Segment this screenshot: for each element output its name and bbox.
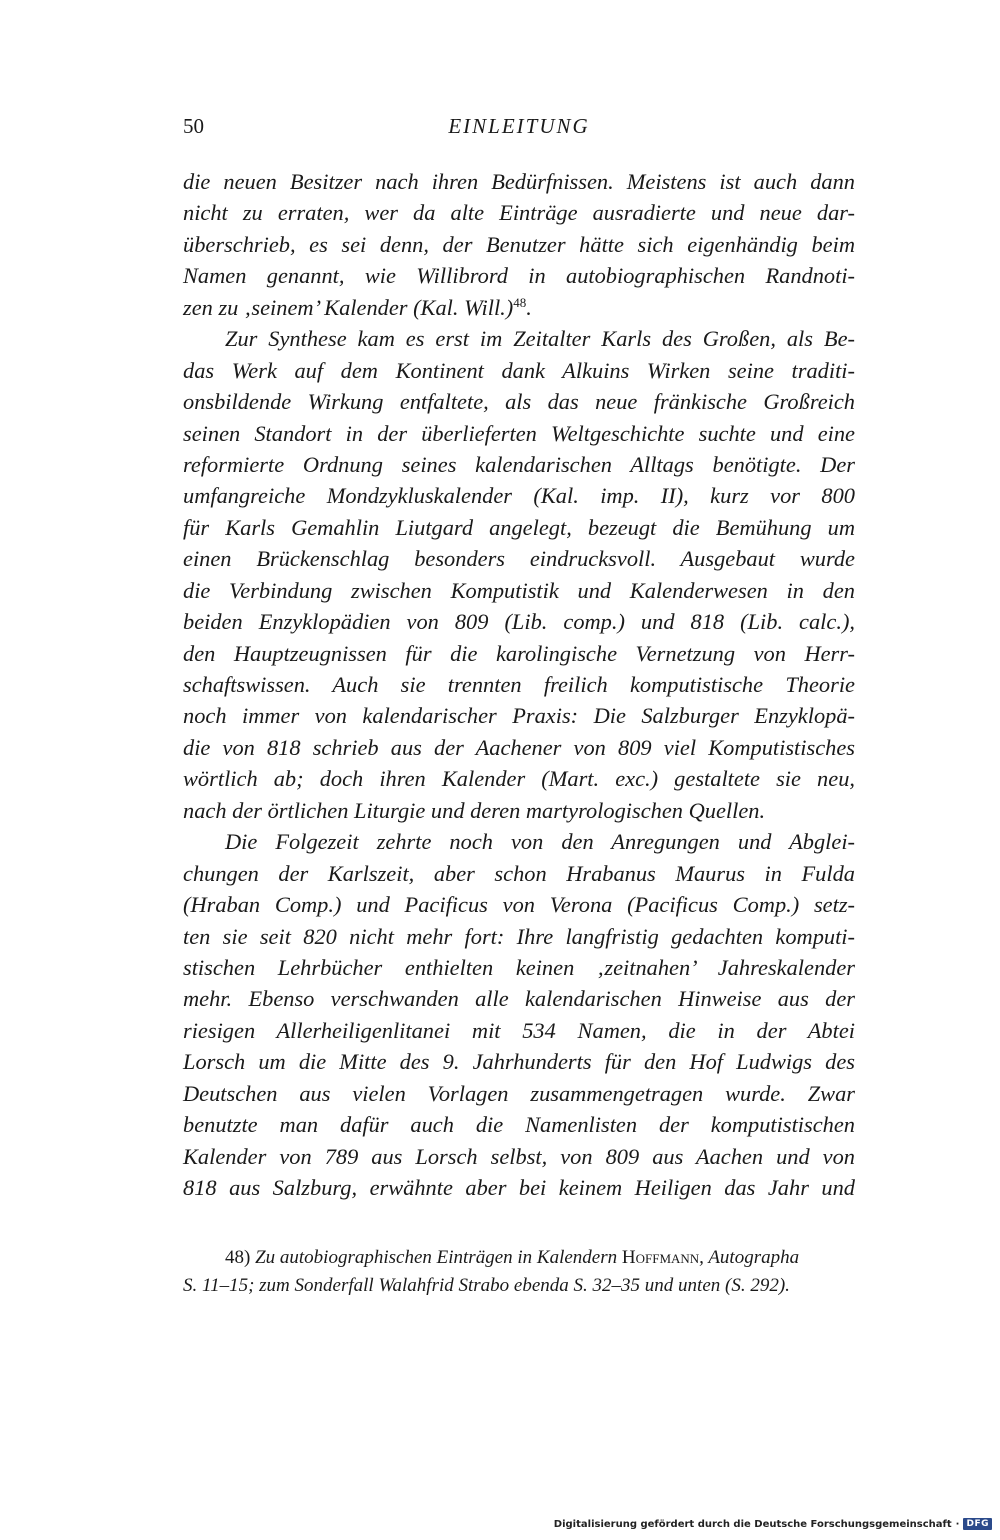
running-head: EINLEITUNG xyxy=(448,114,590,138)
credit-text: Digitalisierung gefördert durch die Deutsche Forschungsgemeinschaft xyxy=(553,1518,952,1530)
footnote-line: S. 11–15; zum Sonderfall Walahfrid Strabo ebenda S. 32–35 und unten (S. 292). xyxy=(183,1275,790,1296)
page-number: 50 xyxy=(183,114,204,138)
footnote-text-continued: , Autographa xyxy=(699,1247,800,1268)
text-line: für Karls Gemahlin Liutgard angelegt, bezeugt die Bemühung um xyxy=(183,514,855,540)
text-line: das Werk auf dem Kontinent dank Alkuins Wirken seine traditi- xyxy=(183,357,855,383)
text-line-content: zen zu ‚seinem’ Kalender (Kal. Will.) xyxy=(183,294,514,320)
text-line: Kalender von 789 aus Lorsch selbst, von 809 aus Aachen und von xyxy=(183,1143,855,1169)
footnote-number: 48) xyxy=(225,1247,251,1268)
footnote-author: Hoffmann xyxy=(621,1247,700,1268)
text-line: den Hauptzeugnissen für die karolingische Vernetzung von Herr- xyxy=(183,640,855,666)
text-line: Lorsch um die Mitte des 9. Jahrhunderts für den Hof Ludwigs des xyxy=(183,1049,855,1075)
text-line: stischen Lehrbücher enthielten keinen ‚zeitnahen’ Jahreskalender xyxy=(183,954,855,980)
text-line: Deutschen aus vielen Vorlagen zusammengetragen wurde. Zwar xyxy=(183,1080,855,1106)
text-line: chungen der Karlszeit, aber schon Hrabanus Maurus in Fulda xyxy=(183,860,855,886)
text-line: überschrieb, es sei denn, der Benutzer hätte sich eigenhändig beim xyxy=(183,231,855,257)
text-line: seinen Standort in der überlieferten Weltgeschichte suchte und eine xyxy=(183,420,855,446)
text-line: die von 818 schrieb aus der Aachener von 809 viel Komputistisches xyxy=(183,734,855,760)
footnotes xyxy=(183,1244,855,1300)
text-line: umfangreiche Mondzykluskalender (Kal. imp. II), kurz vor 800 xyxy=(183,483,855,509)
text-line: wörtlich ab; doch ihren Kalender (Mart. exc.) gestaltete sie neu, xyxy=(183,766,855,792)
text-line: schaftswissen. Auch sie trennten freilich komputistische Theorie xyxy=(183,672,855,697)
digitization-credit xyxy=(554,1514,992,1534)
footnote-reference[interactable]: 48 xyxy=(513,294,527,310)
credit-separator: · xyxy=(955,1518,960,1530)
text-line: Die Folgezeit zehrte noch von den Anregungen und Abglei- xyxy=(225,829,855,855)
page-header xyxy=(183,114,855,146)
text-line xyxy=(183,292,855,323)
text-line: einen Brückenschlag besonders eindrucksvoll. Ausgebaut wurde xyxy=(183,546,855,572)
text-line: (Hraban Comp.) und Pacificus von Verona (Pacificus Comp.) setz- xyxy=(183,892,855,918)
text-line: reformierte Ordnung seines kalendarischen Alltags benötigte. Der xyxy=(183,451,855,477)
text-line: Zur Synthese kam es erst im Zeitalter Karls des Großen, als Be- xyxy=(225,326,855,352)
text-line: die neuen Besitzer nach ihren Bedürfnissen. Meistens ist auch dann xyxy=(183,169,855,194)
text-line: Namen genannt, wie Willibrord in autobiographischen Randnoti- xyxy=(183,263,855,289)
dfg-logo-icon: DFG xyxy=(963,1518,992,1530)
body-text xyxy=(183,166,855,1203)
text-line: onsbildende Wirkung entfaltete, als das neue fränkische Großreich xyxy=(183,389,855,415)
footnote-48 xyxy=(183,1244,855,1272)
text-line: die Verbindung zwischen Komputistik und Kalenderwesen in den xyxy=(183,577,855,603)
text-line: beiden Enzyklopädien von 809 (Lib. comp.) und 818 (Lib. calc.), xyxy=(183,609,855,635)
text-line: benutzte man dafür auch die Namenlisten der komputistischen xyxy=(183,1112,855,1138)
text-line: noch immer von kalendarischer Praxis: Die Salzburger Enzyklopä- xyxy=(183,703,855,729)
text-line: nach der örtlichen Liturgie und deren martyrologischen Quellen. xyxy=(183,797,766,823)
text-line: ten sie seit 820 nicht mehr fort: Ihre langfristig gedachten komputi- xyxy=(183,923,855,949)
text-line: 818 aus Salzburg, erwähnte aber bei keinem Heiligen das Jahr und xyxy=(183,1175,855,1200)
text-line: mehr. Ebenso verschwanden alle kalendarischen Hinweise aus der xyxy=(183,986,855,1012)
text-line: nicht zu erraten, wer da alte Einträge ausradierte und neue dar- xyxy=(183,200,855,226)
footnote-text: Zu autobiographischen Einträgen in Kalendern xyxy=(255,1247,618,1268)
footnote-reference-trailing: . xyxy=(526,294,532,320)
text-line: riesigen Allerheiligenlitanei mit 534 Namen, die in der Abtei xyxy=(183,1017,855,1043)
